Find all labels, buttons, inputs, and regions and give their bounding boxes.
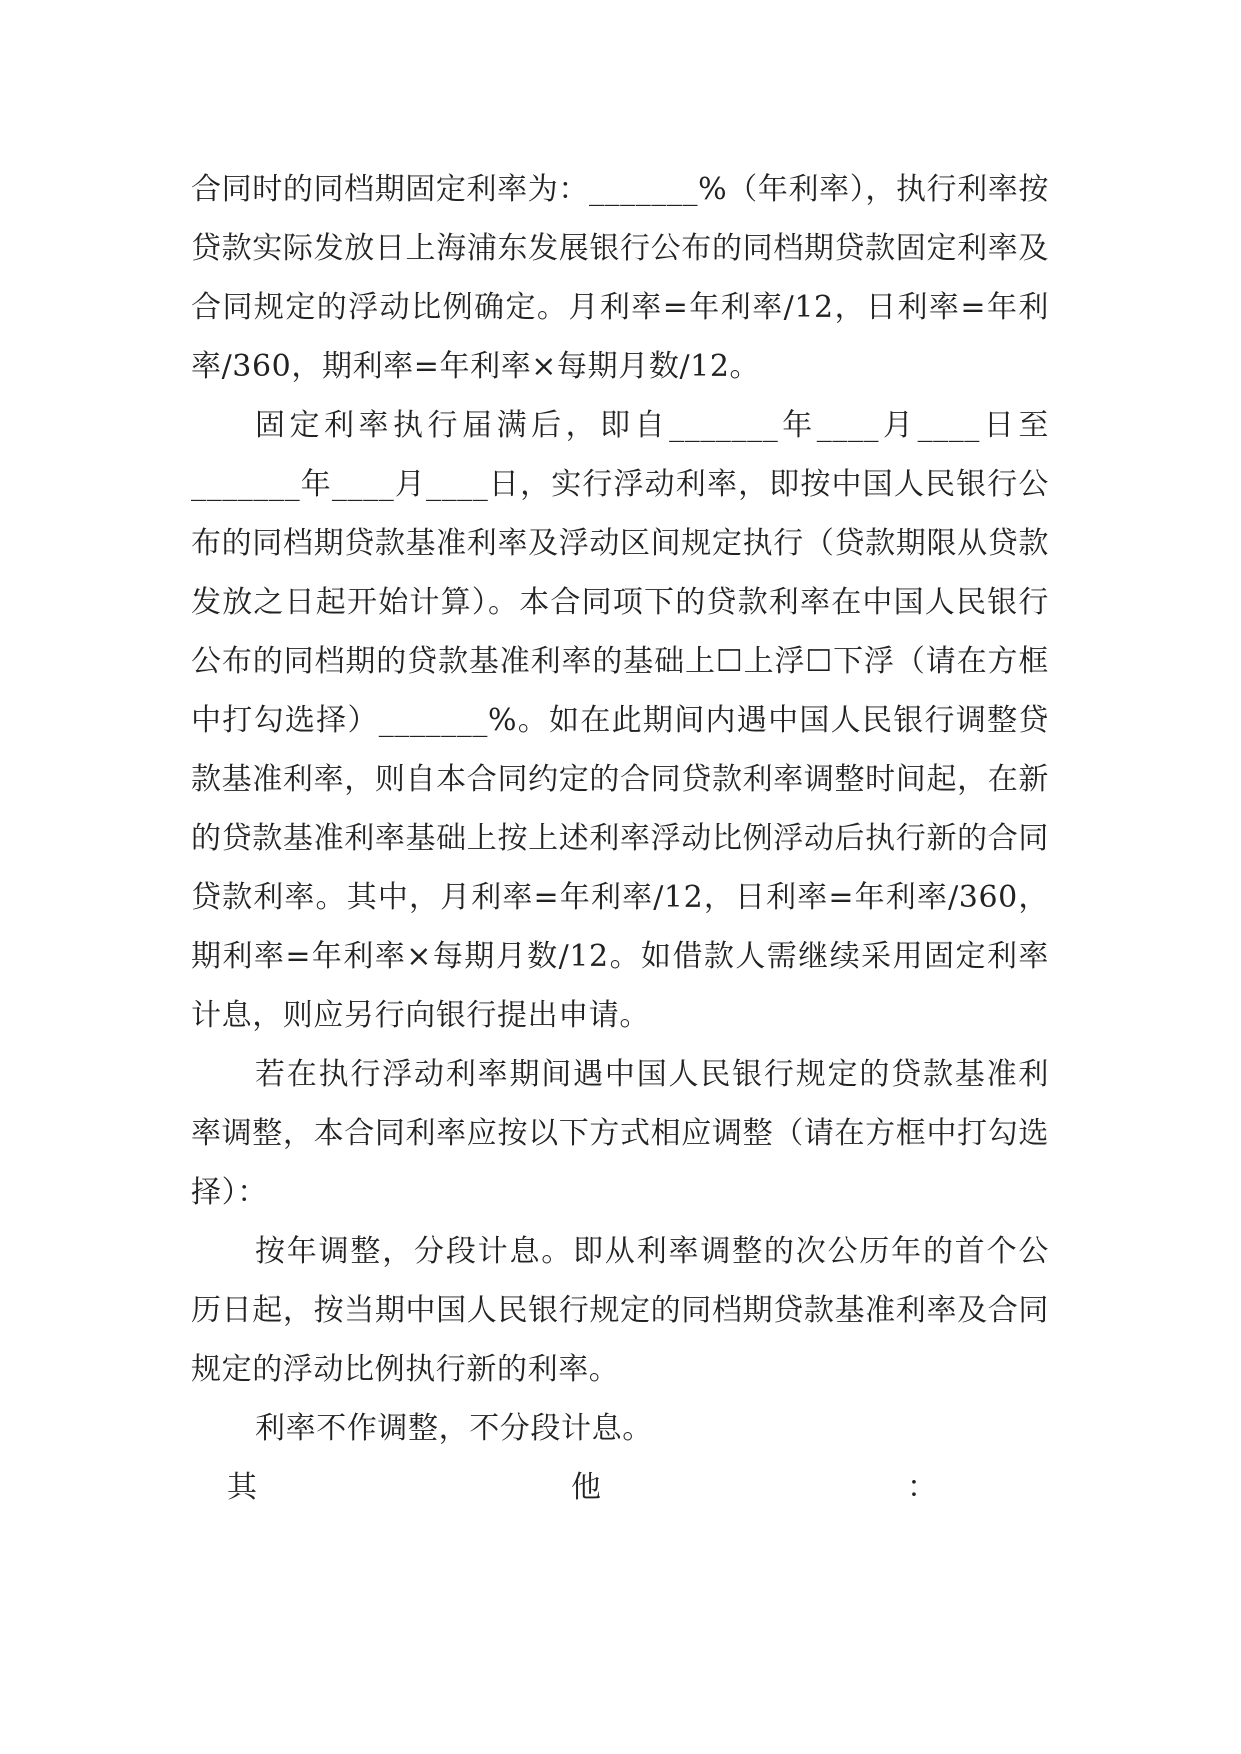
paragraph-no-adjustment: 利率不作调整，不分段计息。 <box>255 1411 653 1446</box>
paragraph-fixed-rate: 合同时的同档期固定利率为：_______%（年利率），执行利率按贷款实际发放日上海浦东发展银行公布的同档期贷款固定利率及合同规定的浮动比例确定。月利率=年利率/12，日利率=年利率/360，期利率=年利率×每期月数/12。 <box>191 172 1049 384</box>
other-label-part1: 其 <box>227 1470 257 1505</box>
paragraph-other <box>191 1458 1049 1517</box>
document-page <box>191 160 1049 1517</box>
other-label-colon: ： <box>907 1470 937 1505</box>
other-label-part2: 他 <box>571 1470 601 1505</box>
paragraph-annual-adjustment: 按年调整，分段计息。即从利率调整的次公历年的首个公历日起，按当期中国人民银行规定的同档期贷款基准利率及合同规定的浮动比例执行新的利率。 <box>191 1234 1049 1387</box>
paragraph-floating-rate: 固定利率执行届满后，即自_______年____月____日至_______年____月____日，实行浮动利率，即按中国人民银行公布的同档期贷款基准利率及浮动区间规定执行（贷款期限从贷款发放之日起开始计算）。本合同项下的贷款利率在中国人民银行公布的同档期的贷款基准利率的基础上☐上浮☐下浮（请在方框中打勾选择）_______%。如在此期间内遇中国人民银行调整贷款基准利率，则自本合同约定的合同贷款利率调整时间起，在新的贷款基准利率基础上按上述利率浮动比例浮动后执行新的合同贷款利率。其中，月利率=年利率/12，日利率=年利率/360，期利率=年利率×每期月数/12。如借款人需继续采用固定利率计息，则应另行向银行提出申请。 <box>191 408 1049 1033</box>
paragraph-rate-adjustment: 若在执行浮动利率期间遇中国人民银行规定的贷款基准利率调整，本合同利率应按以下方式相应调整（请在方框中打勾选择）： <box>191 1057 1049 1210</box>
